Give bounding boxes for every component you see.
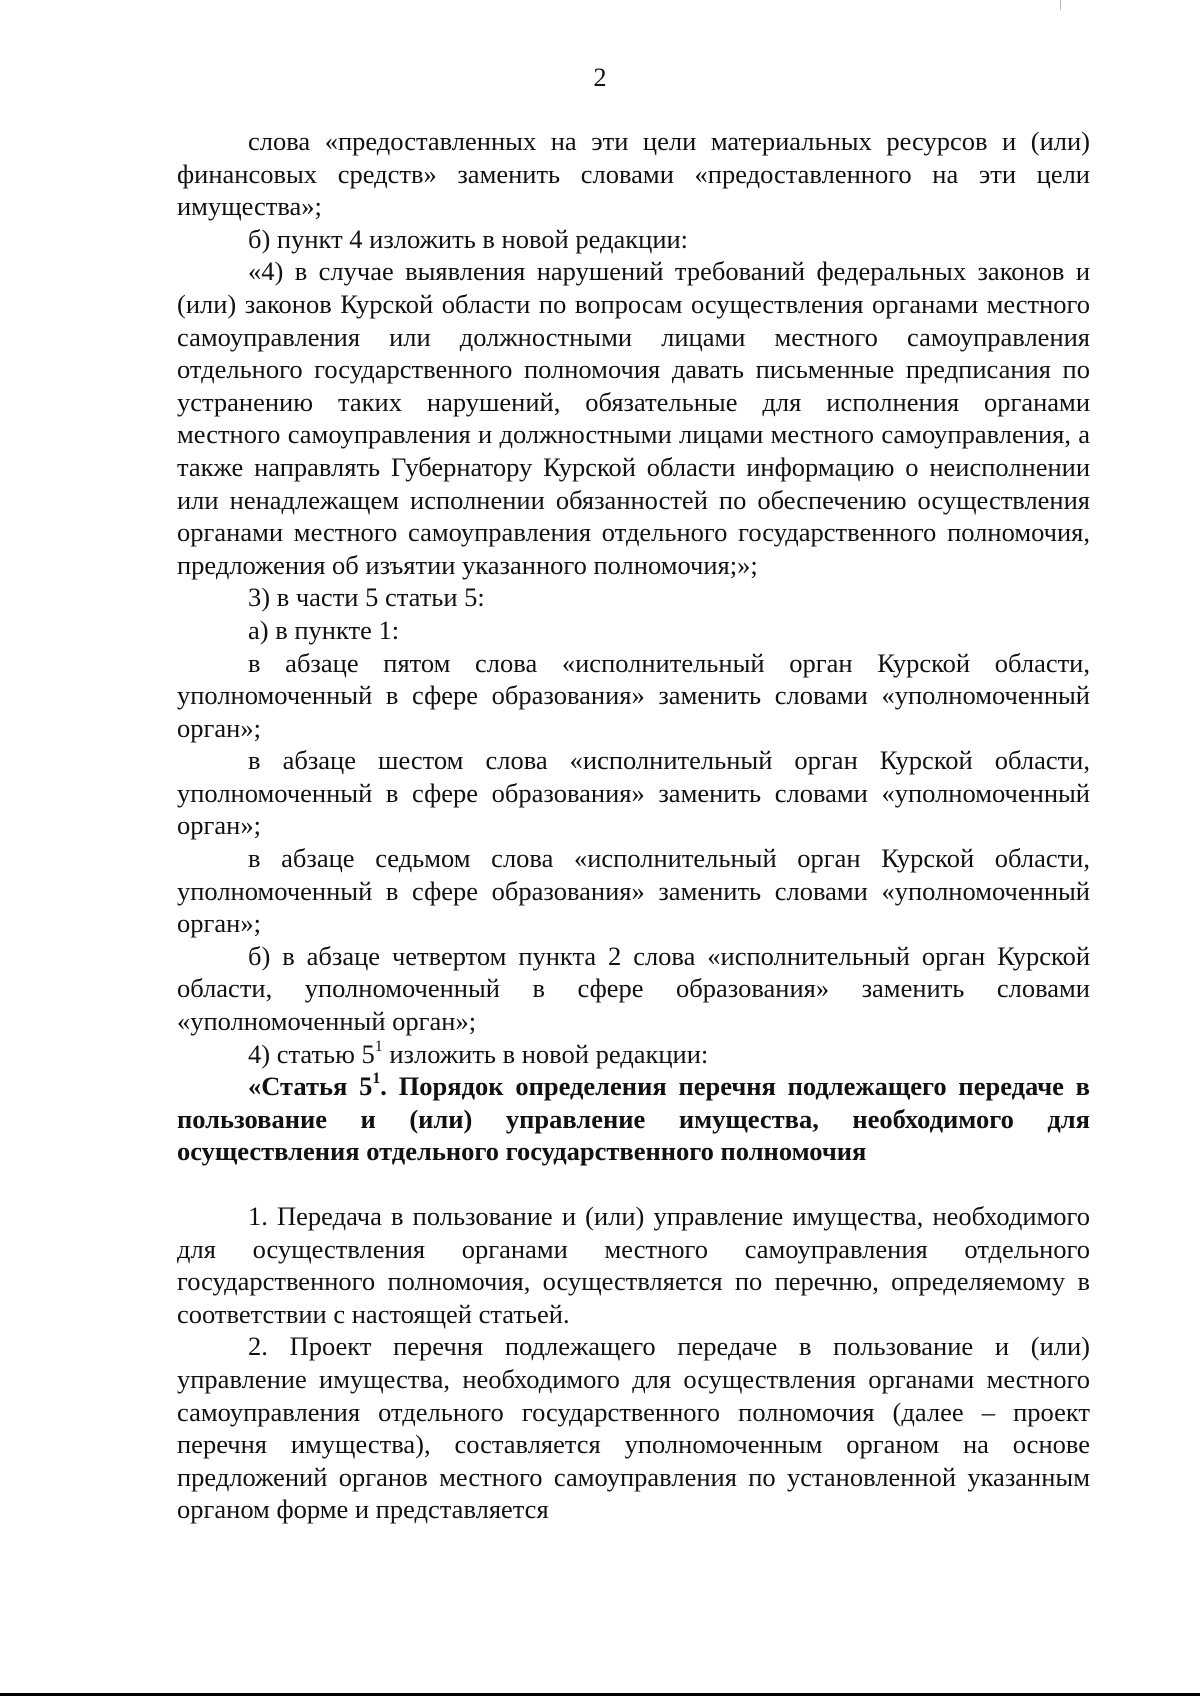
article-ref-sup: 1 xyxy=(374,1037,383,1055)
spacer xyxy=(177,1168,1090,1200)
paragraph-new-point-4: «4) в случае выявления нарушений требований федеральных законов и (или) законов Курской области по вопросам осуществления органами местного самоуправления или должностными лицами местного самоуправления отдельного государственного полномочия давать письменные предписания по устранению таких нарушений, обязательные для исполнения органами местного самоуправления и должностными лицами местного самоуправления, а также направлять Губернатору Курской области информацию о неисполнении или ненадлежащем исполнении обязанностей по обеспечению осуществления органами местного самоуправления отдельного государственного полномочия, предложения об изъятии указанного полномочия;»; xyxy=(177,256,1090,580)
page-number: 2 xyxy=(593,63,607,92)
article-ref-before: 4) статью 5 xyxy=(248,1038,375,1069)
bottom-edge-line xyxy=(0,1693,1200,1696)
paragraph-abzac-7: в абзаце седьмом слова «исполнительный орган Курской области, уполномоченный в сфере образования» заменить словами «уполномоченный орган»; xyxy=(177,843,1090,939)
article-heading-sup: 1 xyxy=(372,1070,381,1088)
article-heading-after: . Порядок определения перечня подлежащего передаче в пользование и (или) управление имущества, необходимого для осуществления отдельного государственного полномочия xyxy=(177,1071,1090,1167)
article-paragraph-2: 2. Проект перечня подлежащего передаче в пользование и (или) управление имущества, необходимого для осуществления органами местного самоуправления отдельного государственного полномочия (далее – проект перечня имущества), составляется уполномоченным органом на основе предложений органов местного самоуправления по установленной указанным органом форме и представляется xyxy=(177,1331,1090,1525)
scan-mark xyxy=(1060,0,1061,10)
paragraph-abzac-6: в абзаце шестом слова «исполнительный орган Курской области, уполномоченный в сфере образования» заменить словами «уполномоченный орган»; xyxy=(177,745,1090,841)
paragraph-item-3: 3) в части 5 статьи 5: xyxy=(248,582,485,613)
document-body xyxy=(177,125,1090,1526)
paragraph-item-b-point-4: б) пункт 4 изложить в новой редакции: xyxy=(248,223,689,254)
paragraph-abzac-5: в абзаце пятом слова «исполнительный орган Курской области, уполномоченный в сфере образования» заменить словами «уполномоченный орган»; xyxy=(177,647,1090,743)
article-heading xyxy=(177,1070,1090,1168)
article-ref-after: изложить в новой редакции: xyxy=(382,1038,709,1069)
article-heading-before: «Статья 5 xyxy=(248,1071,373,1102)
paragraph-item-a: а) в пункте 1: xyxy=(248,614,400,645)
article-paragraph-1: 1. Передача в пользование и (или) управление имущества, необходимого для осуществления органами местного самоуправления отдельного государственного полномочия, осуществляется по перечню, определяемому в соответствии с настоящей статьей. xyxy=(177,1201,1090,1329)
paragraph-continuation: слова «предоставленных на эти цели материальных ресурсов и (или) финансовых средств» заменить словами «предоставленного на эти цели имущества»; xyxy=(177,126,1090,222)
paragraph-item-b-point-2: б) в абзаце четвертом пункта 2 слова «исполнительный орган Курской области, уполномоченный в сфере образования» заменить словами «уполномоченный орган»; xyxy=(177,940,1090,1037)
paragraph-item-4 xyxy=(177,1038,1090,1071)
